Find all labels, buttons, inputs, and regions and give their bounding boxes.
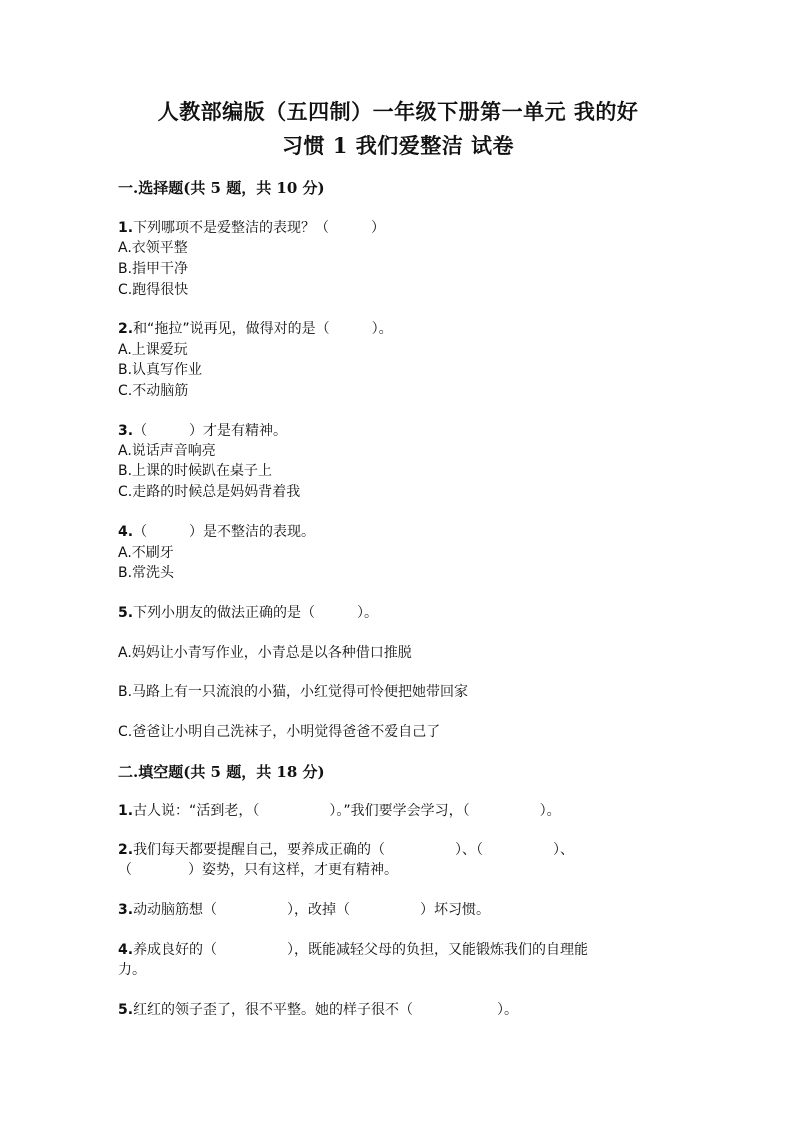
page-title-line-2: 习惯 1 我们爱整洁 试卷 <box>281 133 515 158</box>
fill-question-4-continued: 力。 <box>118 962 146 978</box>
question-1 <box>118 218 385 238</box>
question-number: 1. <box>118 220 134 236</box>
fill-question-5 <box>118 1000 518 1020</box>
question-text: （ ）才是有精神。 <box>133 423 288 439</box>
option-a: A.上课爱玩 <box>118 342 188 358</box>
question-3 <box>118 421 287 441</box>
question-2 <box>118 319 393 339</box>
option-b: B.常洗头 <box>118 565 175 581</box>
question-text: 下列哪项不是爱整洁的表现？（ ） <box>133 220 386 236</box>
page-title-line-1: 人教部编版（五四制）一年级下册第一单元 我的好 <box>157 99 639 124</box>
question-text: （ ）是不整洁的表现。 <box>133 524 316 540</box>
question-number: 2. <box>118 321 134 337</box>
question-4 <box>118 522 315 542</box>
question-number: 5. <box>118 1002 134 1018</box>
fill-question-4 <box>118 940 588 960</box>
question-text: 和“拖拉”说再见，做得对的是（ ）。 <box>133 321 393 337</box>
question-number: 2. <box>118 842 134 858</box>
question-5 <box>118 603 378 623</box>
fill-question-2-continued: （ ）姿势，只有这样，才更有精神。 <box>118 862 398 878</box>
option-b: B.认真写作业 <box>118 362 203 378</box>
question-text: 动动脑筋想（ ），改掉（ ）坏习惯。 <box>133 902 491 918</box>
question-text: 养成良好的（ ），既能减轻父母的负担，又能锻炼我们的自理能 <box>133 942 589 958</box>
fill-question-1 <box>118 801 561 821</box>
option-b: B.马路上有一只流浪的小猫，小红觉得可怜便把她带回家 <box>118 684 469 700</box>
question-number: 4. <box>118 942 134 958</box>
section-heading-fill: 二.填空题(共 5 题，共 18 分) <box>118 763 325 781</box>
option-a: A.衣领平整 <box>118 240 188 256</box>
option-c: C.跑得很快 <box>118 282 189 298</box>
question-number: 3. <box>118 902 134 918</box>
option-b: B.指甲干净 <box>118 261 189 277</box>
option-a: A.妈妈让小青写作业，小青总是以各种借口推脱 <box>118 645 412 661</box>
question-text: 下列小朋友的做法正确的是（ ）。 <box>133 605 379 621</box>
question-number: 4. <box>118 524 134 540</box>
option-c: C.爸爸让小明自己洗袜子，小明觉得爸爸不爱自己了 <box>118 724 441 740</box>
question-number: 5. <box>118 605 134 621</box>
option-a: A.不刷牙 <box>118 545 174 561</box>
option-c: C.走路的时候总是妈妈背着我 <box>118 484 301 500</box>
option-b: B.上课的时候趴在桌子上 <box>118 463 273 479</box>
option-c: C.不动脑筋 <box>118 383 189 399</box>
section-heading-choice: 一.选择题(共 5 题，共 10 分) <box>118 179 325 197</box>
question-number: 3. <box>118 423 134 439</box>
question-number: 1. <box>118 803 134 819</box>
fill-question-2 <box>118 840 574 860</box>
question-text: 红红的领子歪了，很不平整。她的样子很不（ ）。 <box>133 1002 519 1018</box>
question-text: 我们每天都要提醒自己，要养成正确的（ ）、（ ）、 <box>133 842 575 858</box>
option-a: A.说话声音响亮 <box>118 443 216 459</box>
question-text: 古人说：“活到老，（ ）。”我们要学会学习，（ ）。 <box>133 803 561 819</box>
fill-question-3 <box>118 900 490 920</box>
